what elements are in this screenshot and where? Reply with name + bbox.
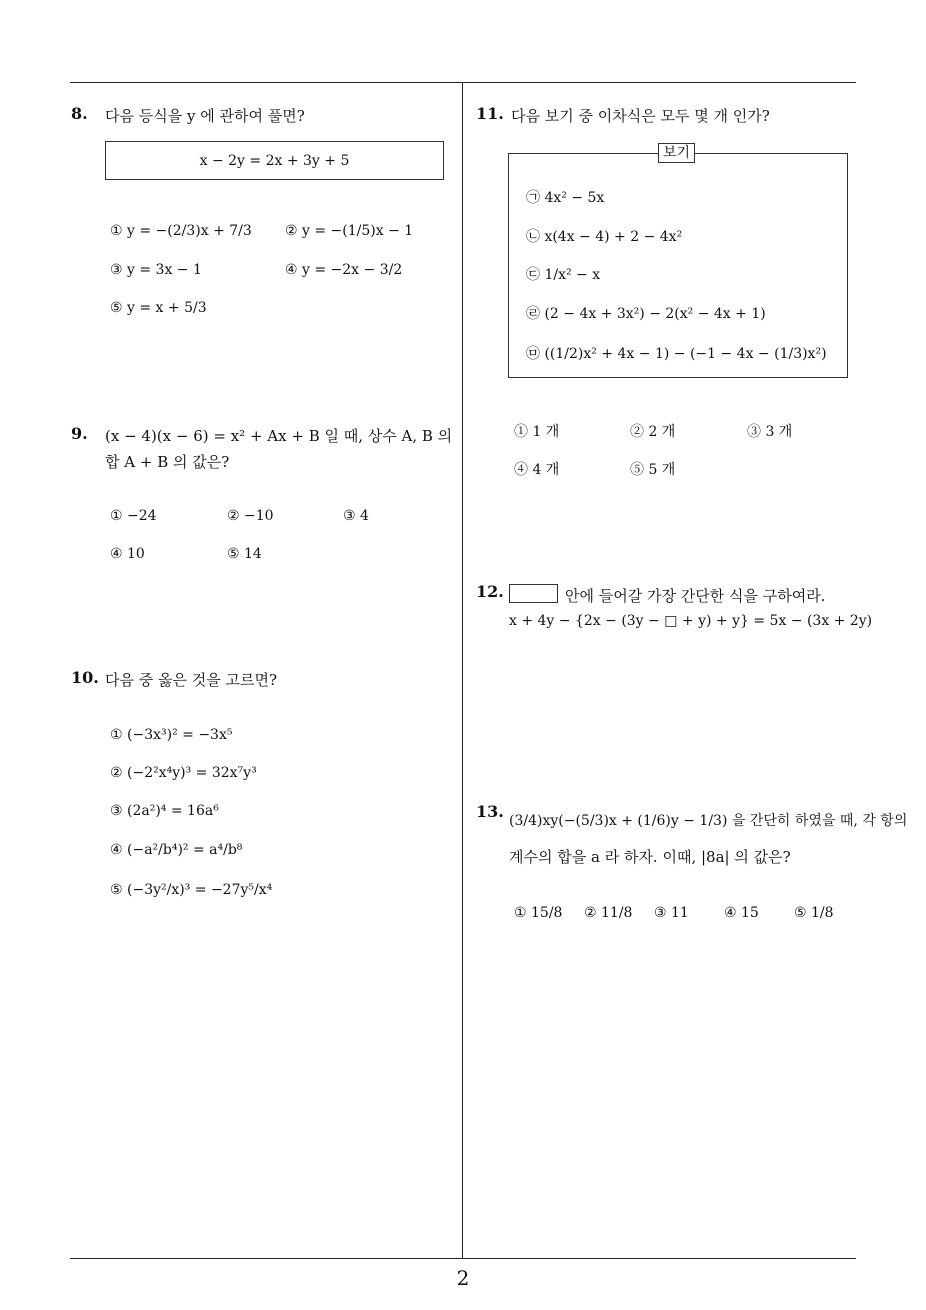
q8-text: 다음 등식을 y 에 관하여 풀면? bbox=[105, 107, 305, 125]
q9-choice-3[interactable]: ③ 4 bbox=[343, 508, 369, 524]
q11-choice-2[interactable]: ② 2 개 bbox=[630, 424, 676, 440]
q13-choice-1[interactable]: ① 15/8 bbox=[514, 905, 563, 921]
q8-choice-4[interactable]: ④ y = −2x − 3/2 bbox=[285, 262, 403, 278]
q8-choice-1[interactable]: ① y = −(2/3)x + 7/3 bbox=[110, 223, 252, 239]
q10-number: 10. bbox=[71, 668, 99, 687]
q11-choice-4[interactable]: ④ 4 개 bbox=[514, 462, 560, 478]
q8-choice-5[interactable]: ⑤ y = x + 5/3 bbox=[110, 300, 207, 316]
q9-text-line1: (x − 4)(x − 6) = x² + Ax + B 일 때, 상수 A, B 의 bbox=[105, 427, 453, 445]
q9-text-line2: 합 A + B 의 값은? bbox=[105, 453, 230, 471]
q9-choice-1[interactable]: ① −24 bbox=[110, 508, 157, 524]
q11-text: 다음 보기 중 이차식은 모두 몇 개 인가? bbox=[511, 107, 770, 125]
q13-number: 13. bbox=[476, 802, 504, 821]
column-divider bbox=[462, 83, 463, 1259]
q13-text-line2: 계수의 합을 a 라 하자. 이때, |8a| 의 값은? bbox=[509, 848, 791, 866]
q8-equation-box bbox=[105, 141, 444, 180]
q8-number: 8. bbox=[71, 104, 88, 123]
q11-item-1: ㉠ 4x² − 5x bbox=[526, 190, 605, 206]
q10-choice-4[interactable]: ④ (−a²/b⁴)² = a⁴/b⁸ bbox=[110, 842, 243, 858]
q13-text-line1: (3/4)xy(−(5/3)x + (1/6)y − 1/3) 을 간단히 하였을 때, 각 항의 bbox=[509, 813, 908, 829]
q13-choice-3[interactable]: ③ 11 bbox=[654, 905, 689, 921]
q11-example-box-title: 보기 bbox=[658, 143, 695, 163]
q10-choice-2[interactable]: ② (−2²x⁴y)³ = 32x⁷y³ bbox=[110, 765, 257, 781]
q9-choice-2[interactable]: ② −10 bbox=[227, 508, 274, 524]
q12-blank-box bbox=[509, 584, 558, 603]
q11-choice-5[interactable]: ⑤ 5 개 bbox=[630, 462, 676, 478]
q9-choice-5[interactable]: ⑤ 14 bbox=[227, 546, 262, 562]
q11-item-4: ㉣ (2 − 4x + 3x²) − 2(x² − 4x + 1) bbox=[526, 306, 766, 322]
q10-choice-1[interactable]: ① (−3x³)² = −3x⁵ bbox=[110, 727, 233, 743]
q8-equation: x − 2y = 2x + 3y + 5 bbox=[199, 152, 350, 169]
q10-choice-3[interactable]: ③ (2a²)⁴ = 16a⁶ bbox=[110, 803, 219, 819]
q11-item-5: ㉤ ((1/2)x² + 4x − 1) − (−1 − 4x − (1/3)x²) bbox=[526, 346, 827, 362]
q10-choice-5[interactable]: ⑤ (−3y²/x)³ = −27y⁵/x⁴ bbox=[110, 882, 273, 898]
q9-choice-4[interactable]: ④ 10 bbox=[110, 546, 145, 562]
q8-choice-3[interactable]: ③ y = 3x − 1 bbox=[110, 262, 202, 278]
q11-item-3: ㉢ 1/x² − x bbox=[526, 267, 601, 283]
q11-number: 11. bbox=[476, 104, 504, 123]
q11-choice-1[interactable]: ① 1 개 bbox=[514, 424, 560, 440]
q13-choice-4[interactable]: ④ 15 bbox=[724, 905, 759, 921]
q12-number: 12. bbox=[476, 582, 504, 601]
q8-choice-2[interactable]: ② y = −(1/5)x − 1 bbox=[285, 223, 414, 239]
q9-number: 9. bbox=[71, 424, 88, 443]
bottom-rule bbox=[70, 1258, 856, 1259]
q11-item-2: ㉡ x(4x − 4) + 2 − 4x² bbox=[526, 229, 683, 245]
q11-choice-3[interactable]: ③ 3 개 bbox=[747, 424, 793, 440]
q10-text: 다음 중 옳은 것을 고르면? bbox=[105, 671, 278, 689]
q12-text: 안에 들어갈 가장 간단한 식을 구하여라. bbox=[565, 587, 826, 605]
q12-equation: x + 4y − {2x − (3y − □ + y) + y} = 5x − (3x + 2y) bbox=[509, 613, 873, 629]
page-number: 2 bbox=[456, 1266, 470, 1290]
q13-choice-5[interactable]: ⑤ 1/8 bbox=[794, 905, 834, 921]
q13-choice-2[interactable]: ② 11/8 bbox=[584, 905, 633, 921]
top-rule bbox=[70, 82, 856, 83]
